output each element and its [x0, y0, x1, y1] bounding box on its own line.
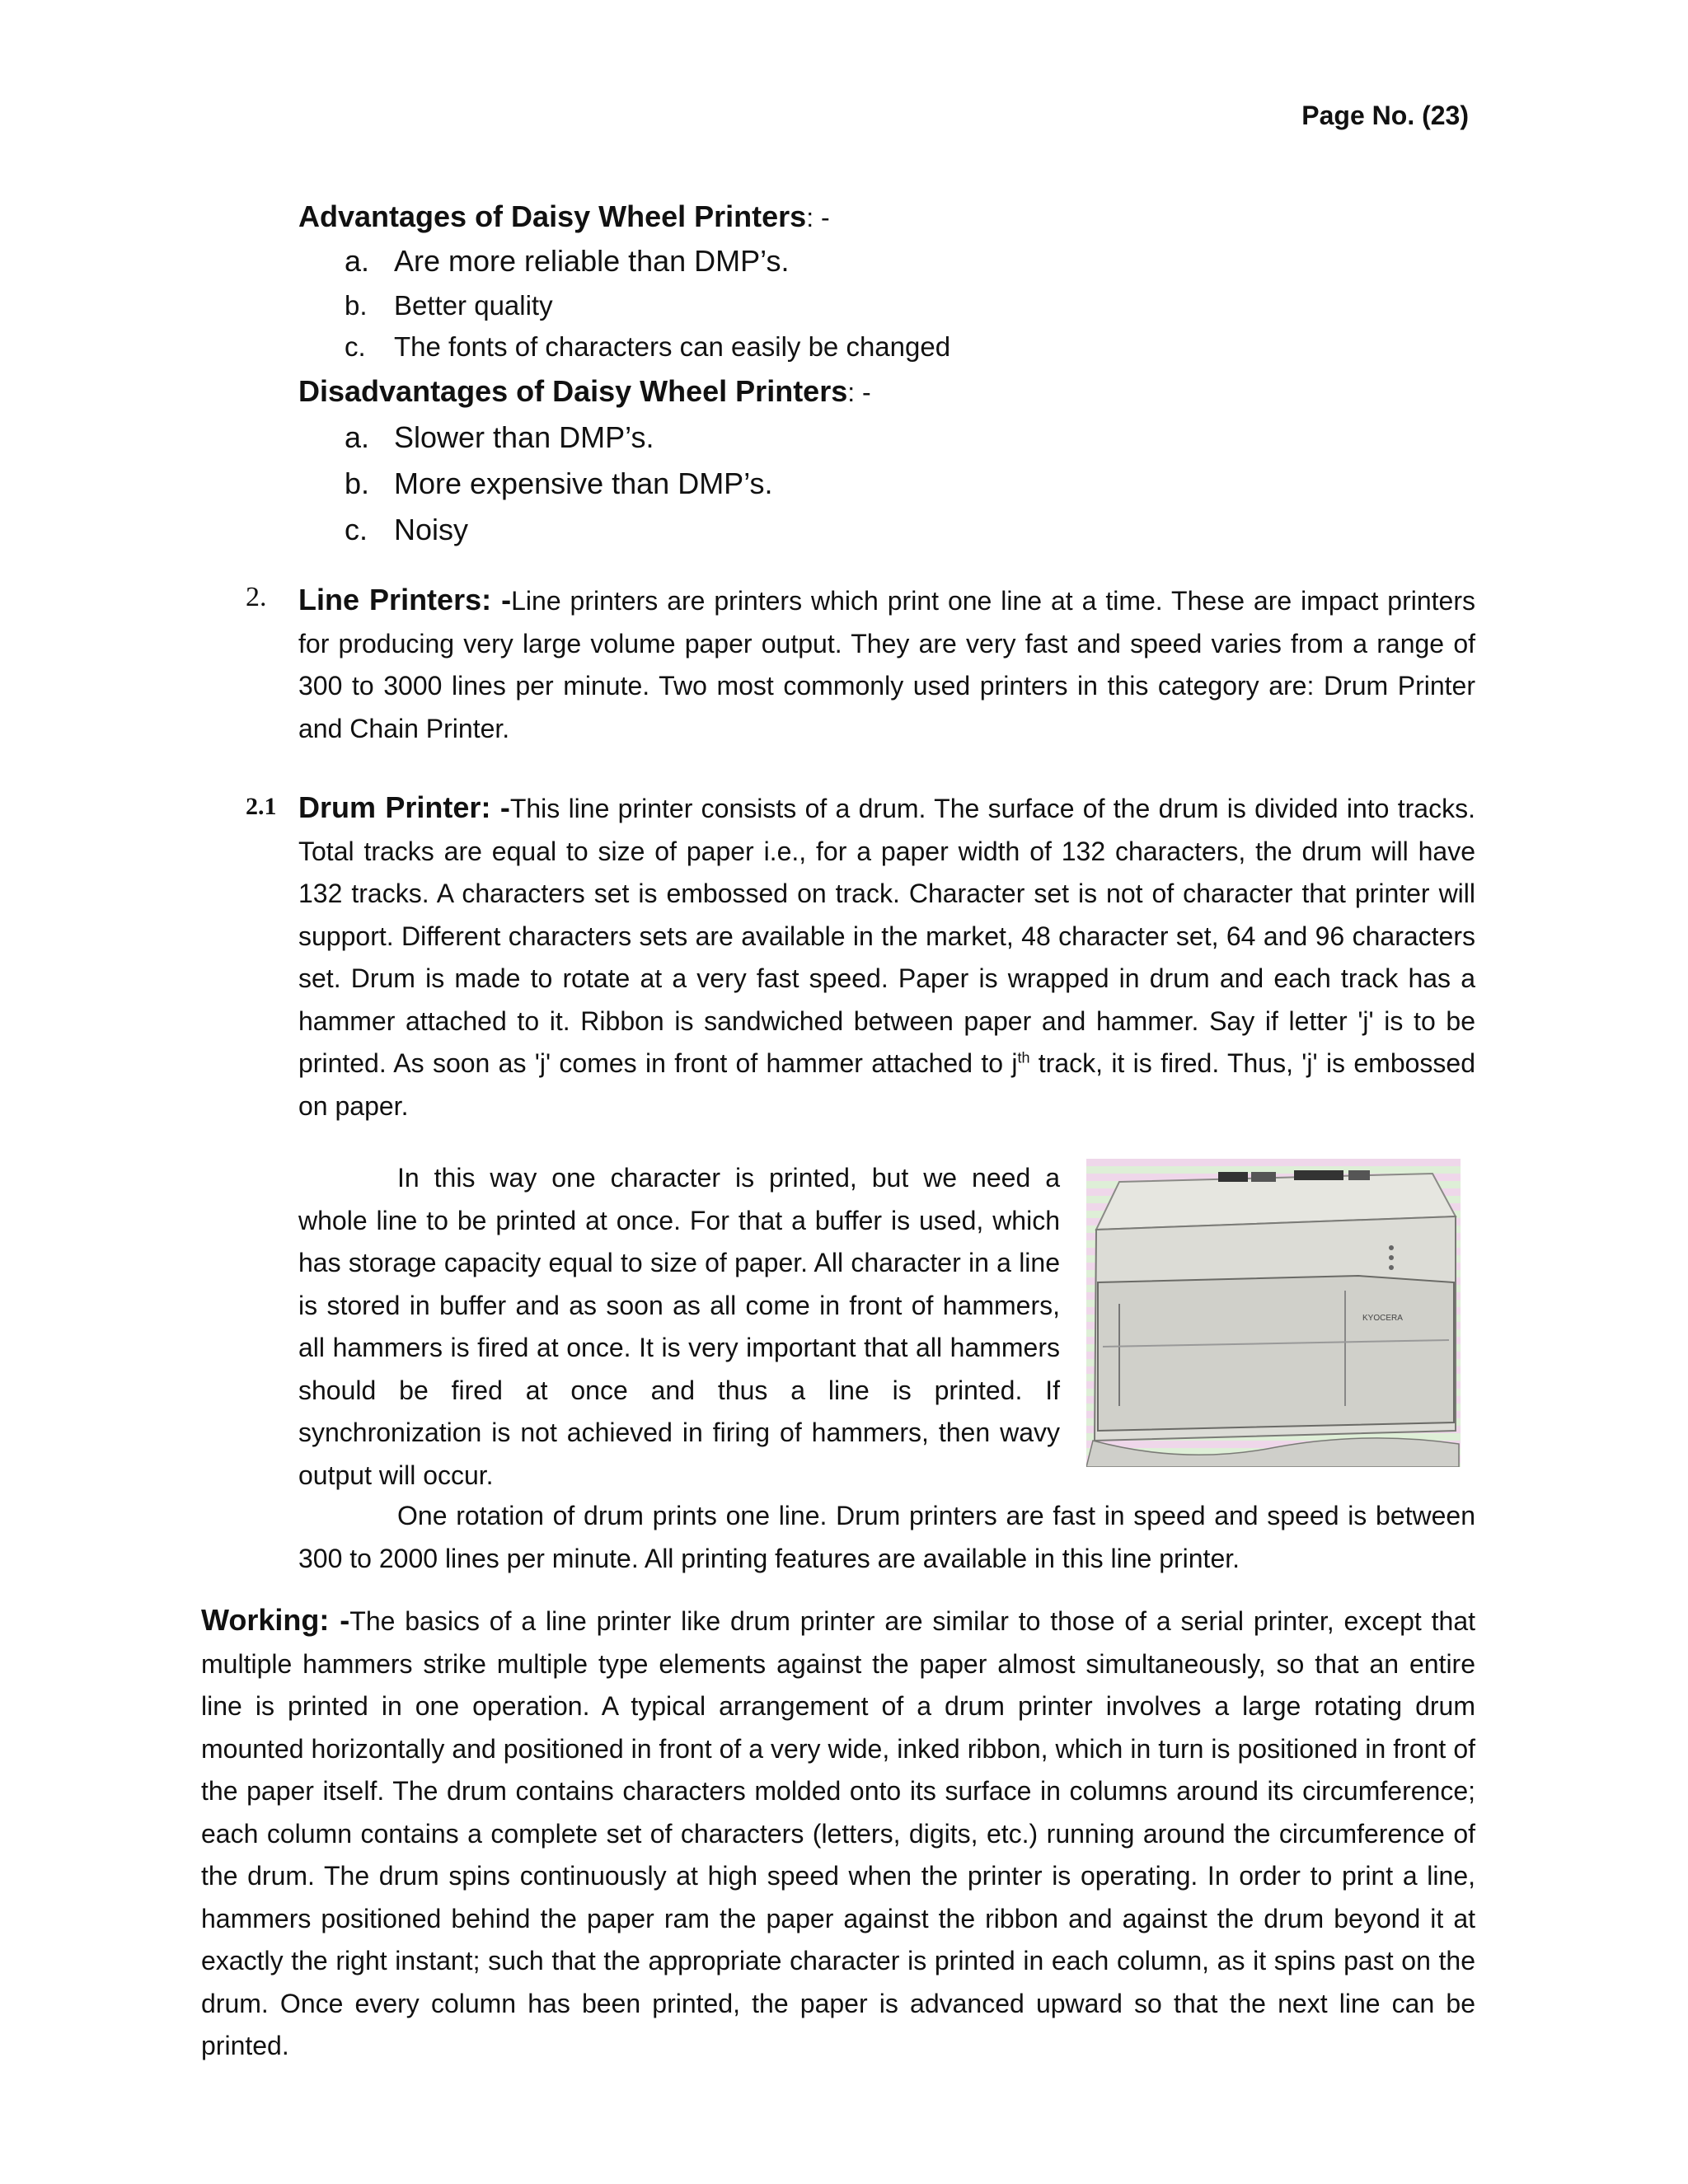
page-number: Page No. (23) [1301, 101, 1469, 130]
list-text: The fonts of characters can easily be changed [394, 331, 951, 362]
list-text: Are more reliable than DMP’s. [394, 244, 790, 278]
list-marker: a. [345, 244, 370, 278]
list-text: Noisy [394, 513, 469, 546]
list-text: Better quality [394, 290, 553, 321]
disadvantages-title-tail: : - [847, 377, 871, 407]
list-marker: b. [345, 290, 368, 321]
list-marker: a. [345, 420, 370, 454]
printer-brand-label: KYOCERA [1362, 1314, 1403, 1323]
rotation-paragraph: One rotation of drum prints one line. Drum printers are fast in speed and speed is between 300 to 2000 lines per minute. All printing features are available in this line printer. [298, 1501, 1475, 1573]
list-item [345, 244, 790, 279]
list-item [345, 290, 553, 321]
superscript: th [1017, 1049, 1030, 1066]
list-marker: c. [345, 331, 366, 362]
list-item [345, 420, 654, 455]
drum-printer-text-end: track, it is fired. Thus, 'j' is embossed on paper. [298, 1048, 1476, 1121]
list-text: Slower than DMP’s. [394, 420, 654, 454]
disadvantages-title: Disadvantages of Daisy Wheel Printers [298, 374, 848, 408]
advantages-title: Advantages of Daisy Wheel Printers [298, 199, 807, 233]
list-item [345, 331, 950, 363]
line-printers-paragraph [298, 579, 1475, 750]
drum-printer-title: Drum Printer: - [298, 790, 510, 824]
buffer-paragraph: In this way one character is printed, but we need a whole line to be printed at once. For that a buffer is used, which has storage capacity equal to size of paper. All character in a line is stored in buffer and as soon as all come in front of hammers, all hammers is fired at once. It is very important that all hammers should be fired at once and thus a line is printed. If synchronization is not achieved in firing of hammers, then wavy output will occur. [298, 1163, 1060, 1490]
printer-image [1086, 1159, 1461, 1467]
line-printers-title: Line Printers: - [298, 583, 512, 616]
working-paragraph [201, 1599, 1475, 2068]
section-number: 2.1 [246, 793, 277, 820]
drum-printer-text: This line printer consists of a drum. The surface of the drum is divided into tracks. Total tracks are equal to size of paper i.e., for a paper width of 132 characters, the drum will have 132 tracks. A characters set is embossed on track. Character set is not of character that printer will support. Different characters sets are available in the market, 48 character set, 64 and 96 characters set. Drum is made to rotate at a very fast speed. Paper is wrapped in drum and each track has a hammer attached to it. Ribbon is sandwiched between paper and hammer. Say if letter 'j' is to be printed. As soon as 'j' comes in front of hammer attached to j [298, 794, 1475, 1078]
working-title: Working: - [201, 1603, 350, 1637]
disadvantages-heading [298, 374, 871, 409]
list-marker: c. [345, 513, 368, 546]
working-text: The basics of a line printer like drum printer are similar to those of a serial printer, except that multiple hammers strike multiple type elements against the paper almost simultaneously, so that an entire line is printed in one operation. A typical arrangement of a drum printer involves a large rotating drum mounted horizontally and positioned in front of a very wide, inked ribbon, which in turn is positioned in front of the paper itself. The drum contains characters molded onto its surface in columns around its circumference; each column contains a complete set of characters (letters, digits, etc.) running around the circumference of the drum. The drum spins continuously at high speed when the printer is operating. In order to print a line, hammers positioned behind the paper ram the paper against the ribbon and against the drum beyond it at exactly the right instant; such that the appropriate character is printed in each column, as it spins past on the drum. Once every column has been printed, the paper is advanced upward so that the next line can be printed. [201, 1606, 1476, 2060]
list-marker: b. [345, 466, 370, 500]
section-number: 2. [246, 582, 267, 612]
advantages-heading [298, 199, 830, 234]
list-item [345, 466, 773, 501]
list-item [345, 513, 468, 547]
drum-printer-paragraph [298, 786, 1475, 1127]
line-printers-text: Line printers are printers which print one line at a time. These are impact printers for producing very large volume paper output. They are very fast and speed varies from a range of 300 to 3000 lines per minute. Two most commonly used printers in this category are: Drum Printer and Chain Printer. [298, 586, 1475, 743]
list-text: More expensive than DMP’s. [394, 466, 773, 500]
advantages-title-tail: : - [806, 203, 830, 232]
